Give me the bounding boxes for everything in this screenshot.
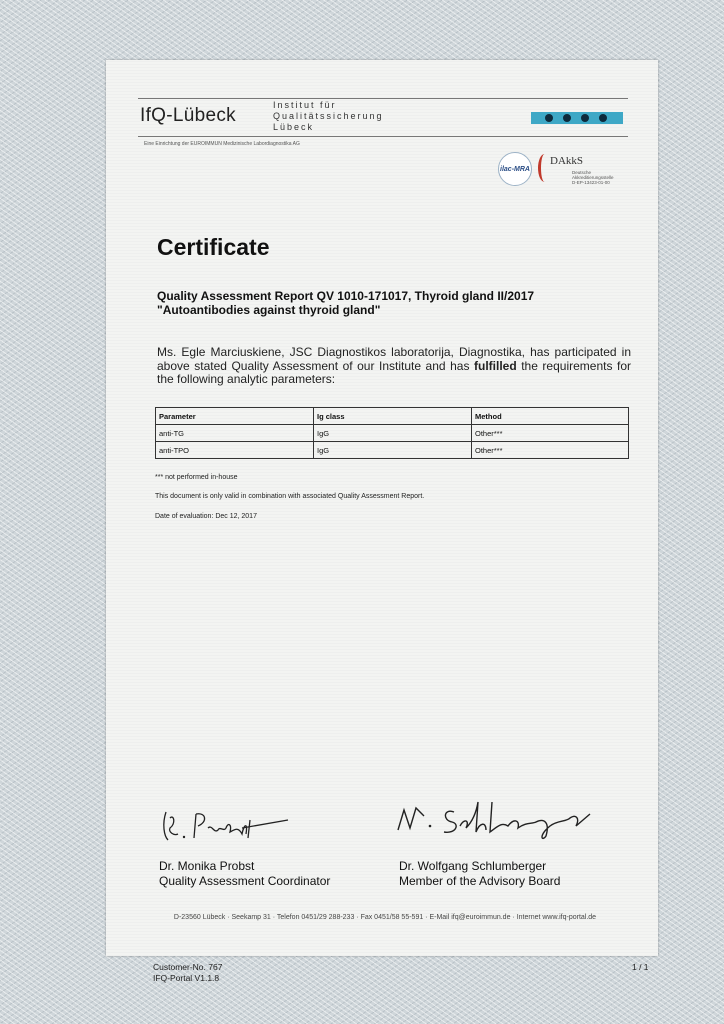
document-title: Certificate <box>157 234 270 260</box>
column-header-method: Method <box>472 408 629 425</box>
signatory-schlumberger: Dr. Wolfgang Schlumberger Member of the Advisory Board <box>399 859 561 888</box>
header-bottom-rule <box>138 136 628 137</box>
document-metadata <box>153 962 222 984</box>
ifq-logo: IfQ-Lübeck <box>140 105 236 126</box>
cell-ig-class: IgG <box>314 425 472 442</box>
page-number: 1 / 1 <box>632 962 649 972</box>
brand-stripe <box>531 112 623 124</box>
table-header-row <box>156 408 629 425</box>
signature-schlumberger <box>394 796 614 848</box>
parameters-table <box>155 407 629 459</box>
dakks-details: Deutsche Akkreditierungsstelle D-EP-13423-01-00 <box>572 170 614 185</box>
cell-method: Other*** <box>472 442 629 459</box>
cell-ig-class: IgG <box>314 442 472 459</box>
footnote: *** not performed in-house <box>155 474 238 481</box>
institute-contact-footer: D-23560 Lübeck · Seekamp 31 · Telefon 0451/29 288-233 · Fax 0451/58 55-591 · E-Mail ifq@euroimmun.de · Internet www.ifq-portal.de <box>173 914 597 921</box>
evaluation-date: Date of evaluation: Dec 12, 2017 <box>155 513 257 520</box>
cell-parameter: anti-TPO <box>156 442 314 459</box>
cell-method: Other*** <box>472 425 629 442</box>
header-subline: Eine Einrichtung der EUROIMMUN Medizinische Labordiagnostika AG <box>144 141 300 147</box>
table-row <box>156 425 629 442</box>
validity-note: This document is only valid in combination with associated Quality Assessment Report. <box>155 493 425 500</box>
signature-probst <box>158 804 298 848</box>
dakks-logo: DAkkS Deutsche Akkreditierungsstelle D-EP-13423-01-00 <box>538 153 628 189</box>
participation-statement: Ms. Egle Marciuskiene, JSC Diagnostikos laboratorija, Diagnostika, has participated in above stated Quality Assessment of our Institute and has fulfilled the requirements for the following analytic parameters: <box>157 345 631 386</box>
header-top-rule <box>138 98 628 99</box>
column-header-ig-class: Ig class <box>314 408 472 425</box>
portal-version: IFQ-Portal V1.1.8 <box>153 973 220 983</box>
report-heading: Quality Assessment Report QV 1010-171017, Thyroid gland II/2017 "Autoantibodies against thyroid gland" <box>157 289 535 317</box>
cell-parameter: anti-TG <box>156 425 314 442</box>
table-row <box>156 442 629 459</box>
institute-name: Institut für Qualitätssicherung Lübeck <box>273 100 384 132</box>
ilac-mra-logo: ilac-MRA <box>498 152 532 186</box>
customer-number: Customer-No. 767 <box>153 962 223 972</box>
signatory-probst: Dr. Monika Probst Quality Assessment Coordinator <box>159 859 331 888</box>
certificate-page <box>106 60 658 956</box>
column-header-parameter: Parameter <box>156 408 314 425</box>
